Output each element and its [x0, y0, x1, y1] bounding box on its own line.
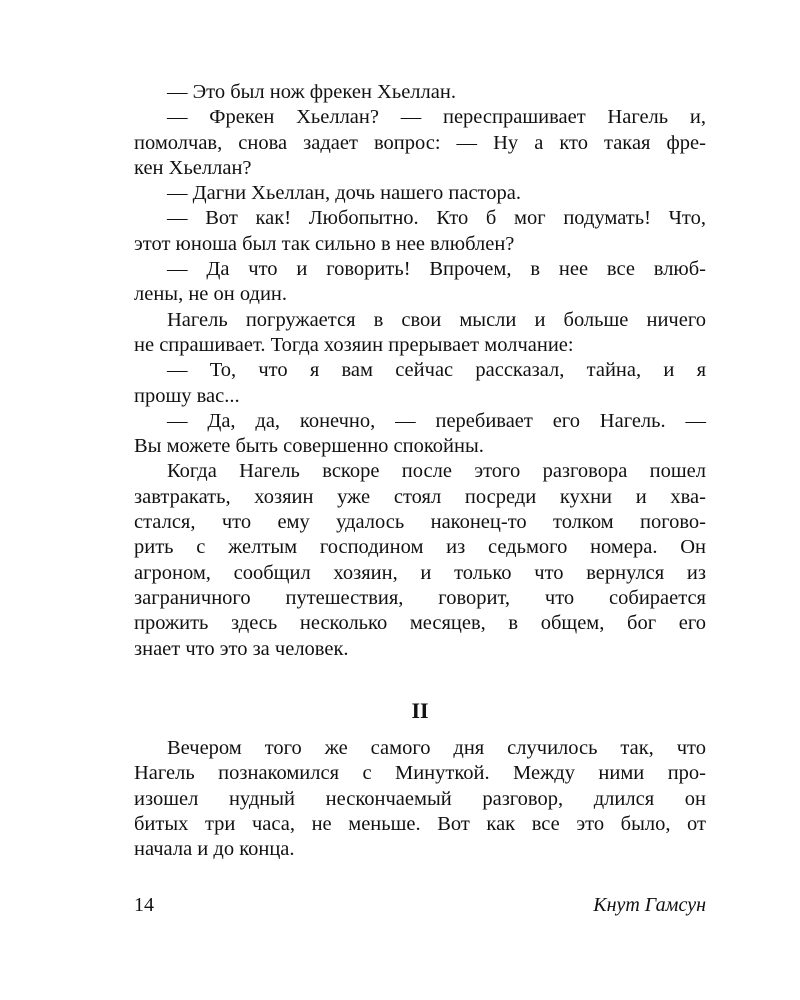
text-line: Когда Нагель вскоре после этого разговора пошел: [167, 460, 706, 483]
text-line: этот юноша был так сильно в нее влюблен?: [134, 232, 515, 255]
text-line: прошу вас...: [134, 384, 240, 407]
text-line: стался, что ему удалось наконец-то толком погово-: [134, 511, 706, 534]
text-line: знает что это за человек.: [134, 637, 349, 660]
text-line: начала и до конца.: [134, 838, 295, 861]
text-line: Нагель погружается в свои мысли и больше ничего: [167, 308, 706, 331]
text-line: Вы можете быть совершенно спокойны.: [134, 435, 484, 458]
text-line: — То, что я вам сейчас рассказал, тайна, и я: [167, 359, 706, 382]
body-text-top: [134, 80, 706, 662]
text-line: — Вот как! Любопытно. Кто б мог подумать! Что,: [167, 207, 706, 230]
text-line: рить с желтым господином из седьмого номера. Он: [134, 536, 706, 559]
text-line: прожить здесь несколько месяцев, в общем, бог его: [134, 612, 706, 635]
text-line: помолчав, снова задает вопрос: — Ну а кто такая фре-: [134, 131, 706, 154]
text-line: не спрашивает. Тогда хозяин прерывает молчание:: [134, 333, 574, 356]
text-line: лены, не он один.: [134, 283, 288, 306]
text-line: завтракать, хозяин уже стоял посреди кухни и хва-: [134, 485, 706, 508]
text-line: — Да, да, конечно, — перебивает его Нагель. —: [167, 409, 706, 432]
text-line: заграничного путешествия, говорит, что собирается: [134, 586, 706, 609]
text-line: — Да что и говорить! Впрочем, в нее все влюб-: [167, 258, 706, 281]
running-footer-author: Кнут Гамсун: [593, 894, 706, 916]
text-line: — Дагни Хьеллан, дочь нашего пастора.: [167, 182, 521, 205]
body-text-bottom: [134, 736, 706, 862]
text-line: — Фрекен Хьеллан? — переспрашивает Нагель и,: [167, 106, 706, 129]
text-line: Нагель познакомился с Минуткой. Между ними про-: [134, 762, 706, 785]
text-line: Вечером того же самого дня случилось так, что: [167, 737, 706, 759]
text-line: битых три часа, не меньше. Вот как все это было, от: [134, 812, 706, 835]
text-line: кен Хьеллан?: [134, 156, 252, 179]
text-line: агроном, сообщил хозяин, и только что вернулся из: [134, 561, 706, 584]
text-line: изошел нудный нескончаемый разговор, длился он: [134, 787, 706, 810]
text-line: — Это был нож фрекен Хьеллан.: [167, 81, 456, 103]
page-number: 14: [134, 894, 154, 916]
chapter-heading: II: [411, 698, 429, 723]
